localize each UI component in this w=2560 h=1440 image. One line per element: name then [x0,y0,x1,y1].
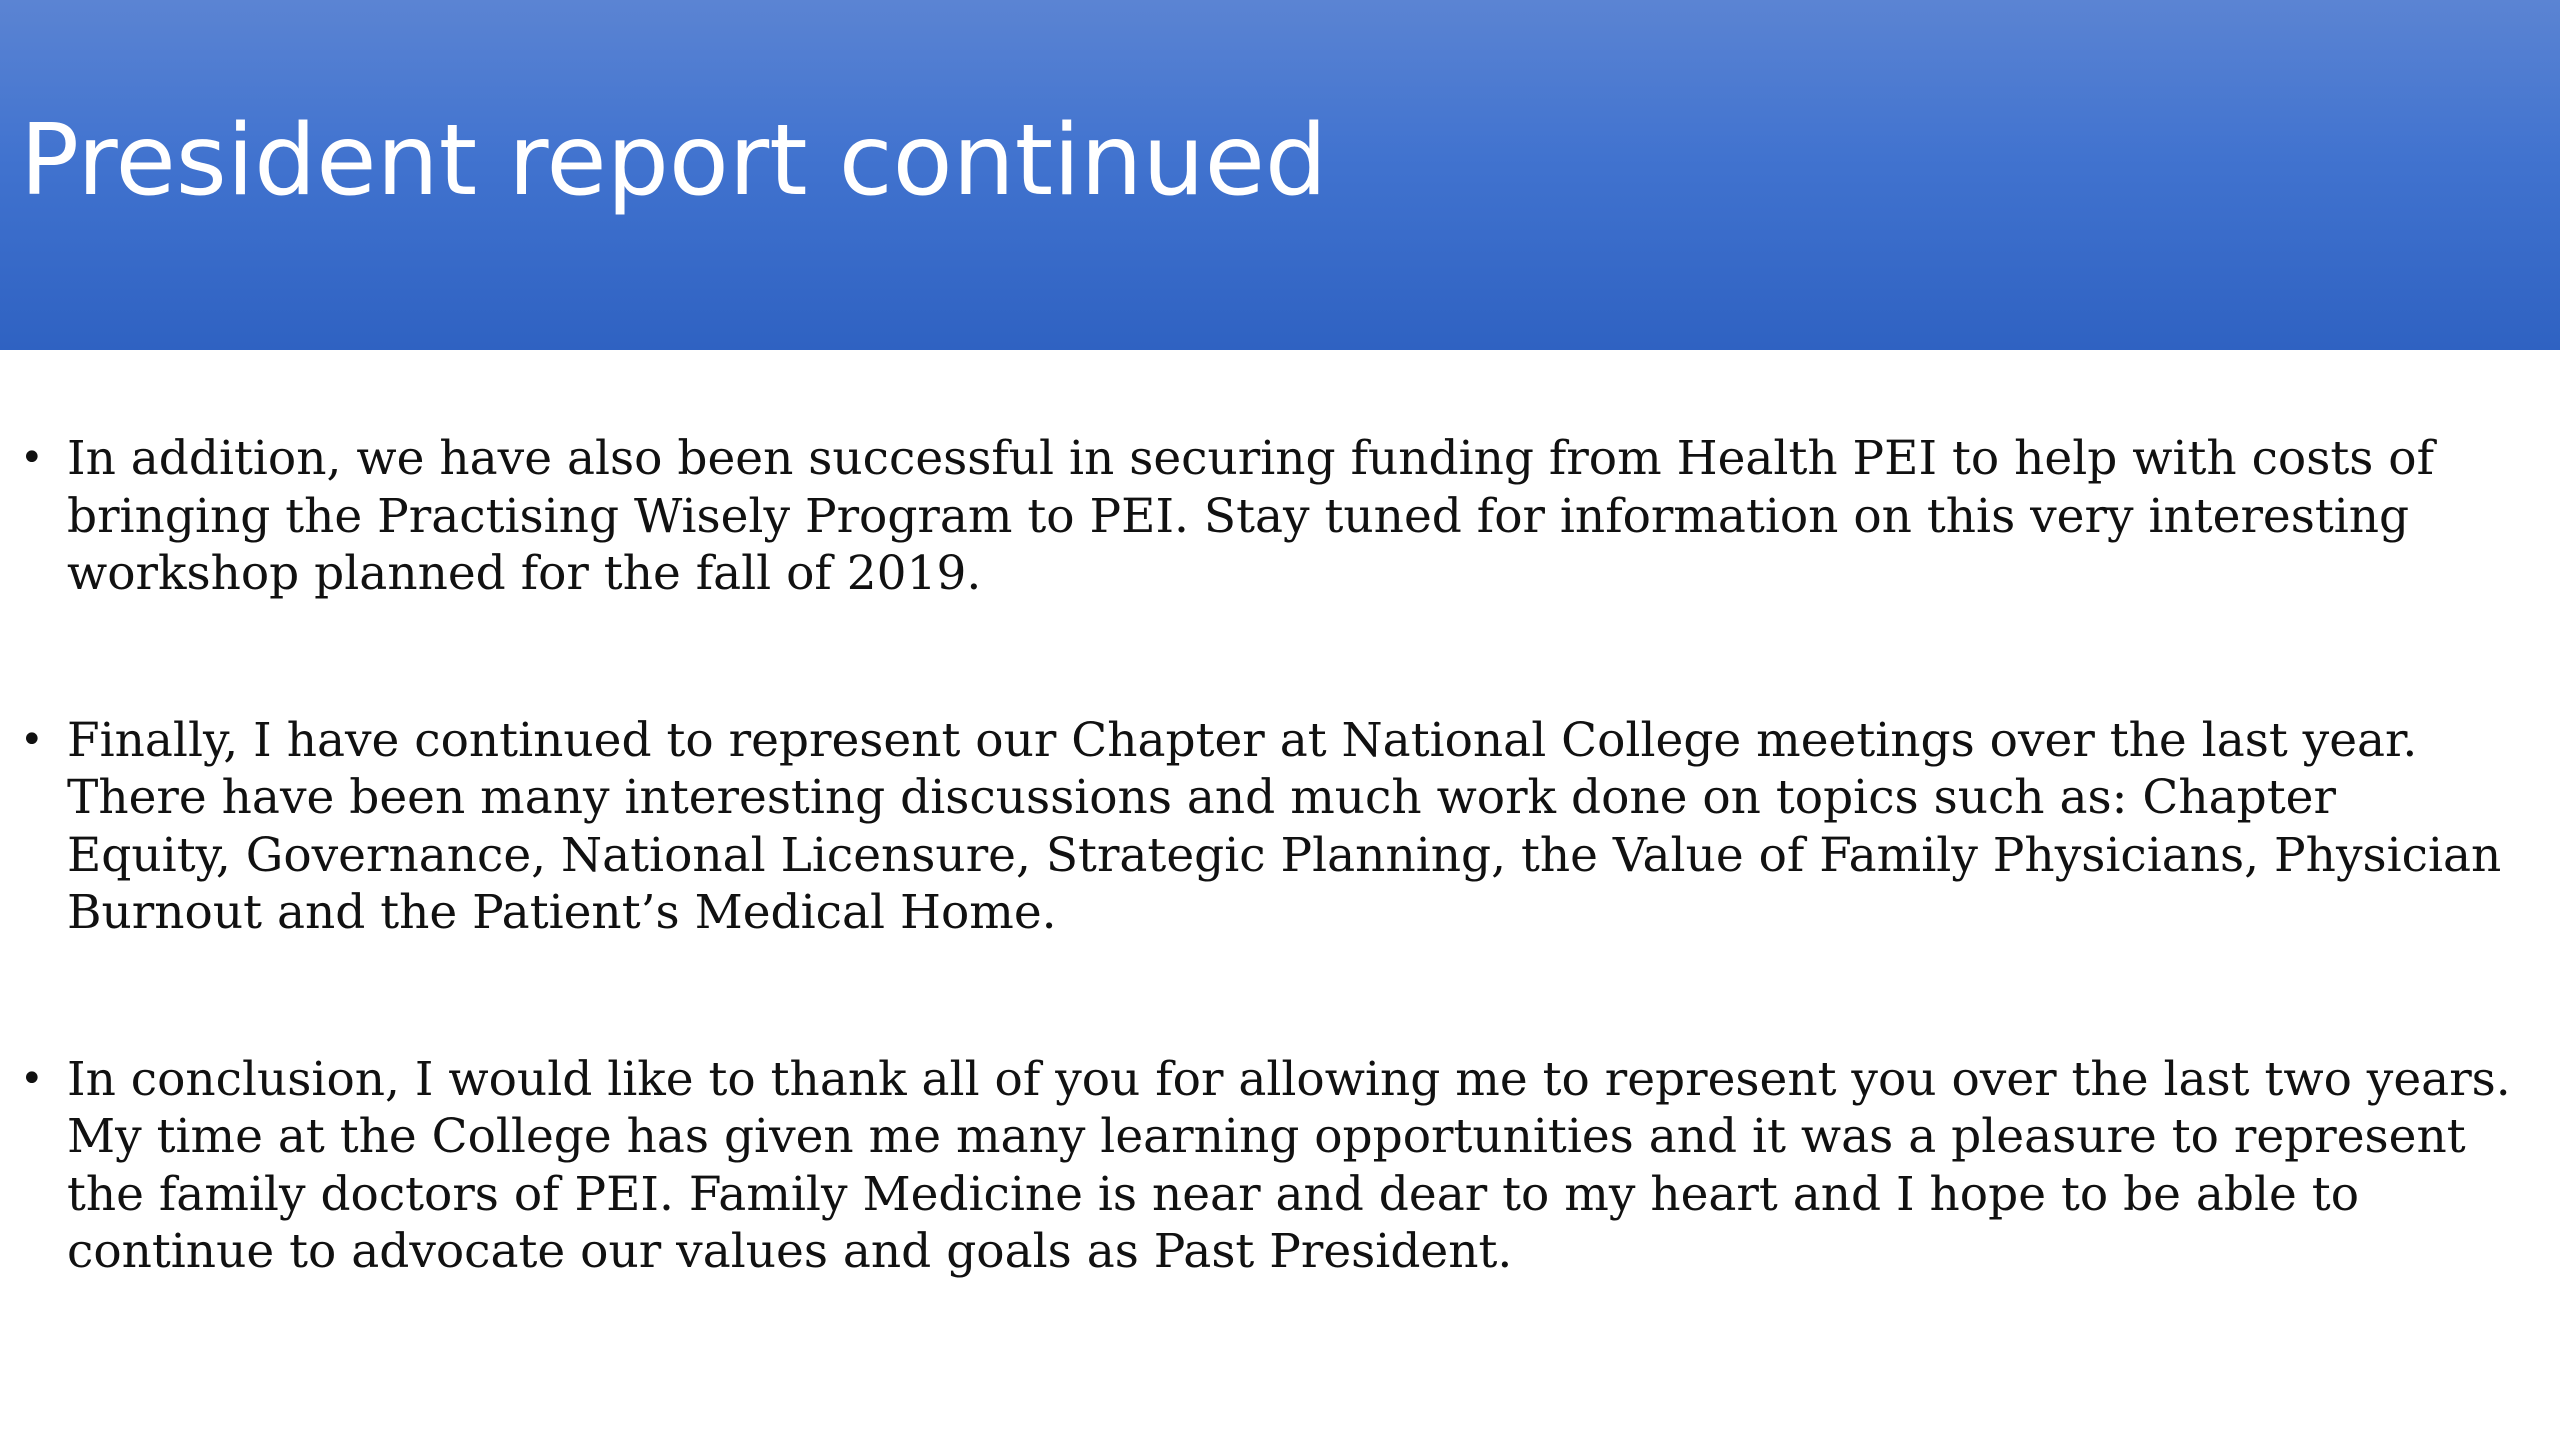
bullet-line: In conclusion, I would like to thank all of you for allowing me to represent you over the last two years. [67,1051,2511,1107]
bullet-marker: • [20,1055,44,1102]
bullet-line: Equity, Governance, National Licensure, Strategic Planning, the Value of Family Physicians, Physician [67,827,2502,883]
slide-title: President report continued [20,104,1328,218]
bullet-line: the family doctors of PEI. Family Medicine is near and dear to my heart and I hope to be able to [67,1166,2359,1222]
bullet-line: Finally, I have continued to represent our Chapter at National College meetings over the last year. [67,712,2418,768]
bullet-line: My time at the College has given me many learning opportunities and it was a pleasure to represent [67,1109,2466,1164]
slide-body [20,430,2511,1281]
bullet-line: workshop planned for the fall of 2019. [67,546,982,601]
bullet-item [20,1051,2511,1281]
bullet-line: continue to advocate our values and goals as Past President. [67,1224,1513,1279]
bullet-line: Burnout and the Patient’s Medical Home. [67,885,1057,940]
title-bar [0,0,2560,350]
bullet-marker: • [20,716,44,763]
bullet-line: In addition, we have also been successful in securing funding from Health PEI to help with costs of [67,431,2434,486]
bullet-line: There have been many interesting discussions and much work done on topics such as: Chapter [67,770,2336,825]
bullet-item [20,712,2502,942]
bullet-marker: • [20,435,44,481]
bullet-item [20,430,2460,603]
bullet-line: bringing the Practising Wisely Program to PEI. Stay tuned for information on this very interesting [67,488,2410,544]
